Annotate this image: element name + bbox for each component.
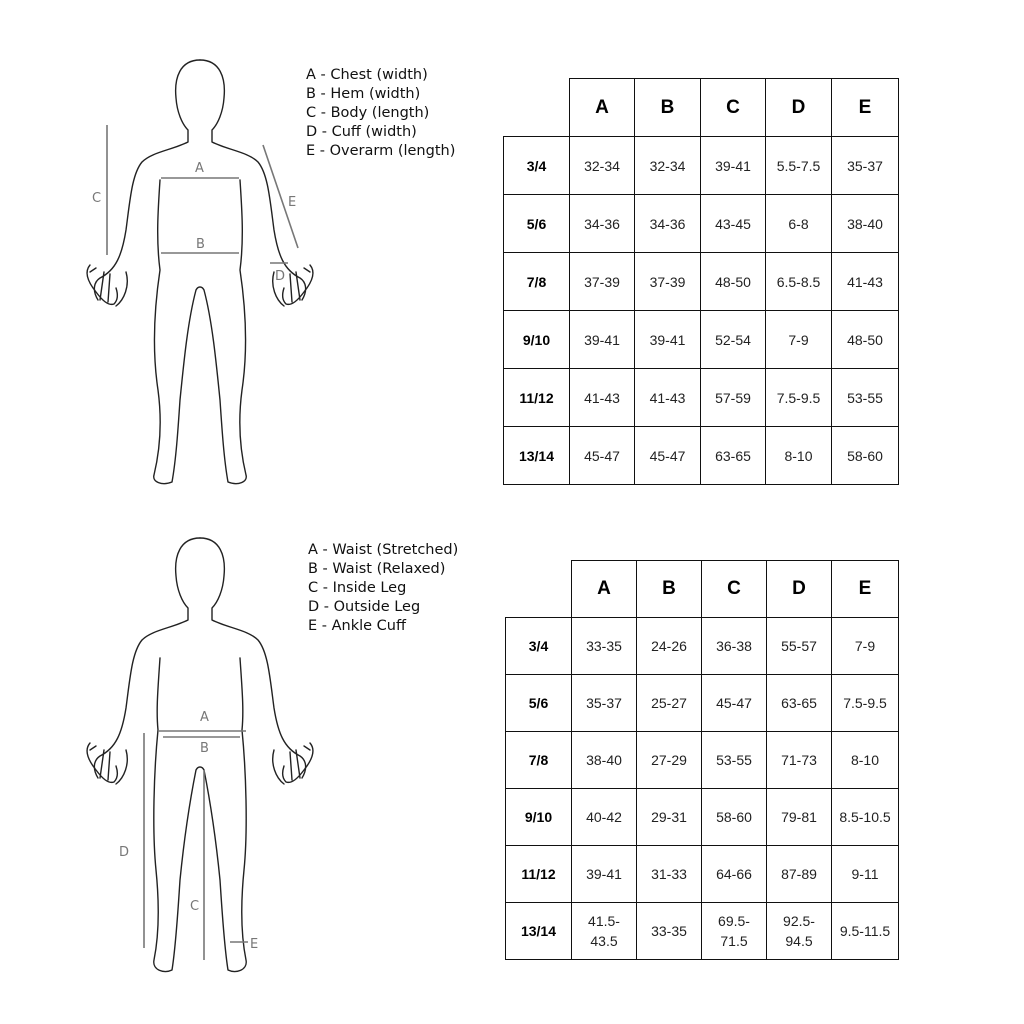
cell-c: 64-66 <box>702 846 767 903</box>
cell-a: 41.5-43.5 <box>572 903 637 960</box>
table-row <box>504 253 899 311</box>
cell-d: 6-8 <box>766 195 832 253</box>
pants-legend-c: C - Inside Leg <box>308 580 407 596</box>
col-header-b: B <box>635 79 701 137</box>
cell-d: 8-10 <box>766 427 832 485</box>
cell-b: 29-31 <box>637 789 702 846</box>
cell-e: 48-50 <box>832 311 899 369</box>
cell-d: 7.5-9.5 <box>766 369 832 427</box>
row-size-label: 7/8 <box>504 253 570 311</box>
cell-d: 79-81 <box>767 789 832 846</box>
cell-e: 7-9 <box>832 618 899 675</box>
cell-b: 32-34 <box>635 137 701 195</box>
table-row <box>504 311 899 369</box>
cell-a: 40-42 <box>572 789 637 846</box>
col-header-d: D <box>766 79 832 137</box>
cell-e: 8.5-10.5 <box>832 789 899 846</box>
cell-b: 39-41 <box>635 311 701 369</box>
pants-legend-b: B - Waist (Relaxed) <box>308 561 446 577</box>
cell-b: 41-43 <box>635 369 701 427</box>
shirt-marker-e: E <box>288 195 297 210</box>
col-header-a: A <box>572 561 637 618</box>
pants-marker-a: A <box>200 710 209 725</box>
table-row <box>504 369 899 427</box>
cell-c: 36-38 <box>702 618 767 675</box>
row-size-label: 3/4 <box>504 137 570 195</box>
cell-c: 52-54 <box>701 311 766 369</box>
cell-a: 34-36 <box>570 195 635 253</box>
row-size-label: 13/14 <box>506 903 572 960</box>
col-header-d: D <box>767 561 832 618</box>
cell-e: 53-55 <box>832 369 899 427</box>
table-corner <box>504 79 570 137</box>
cell-d: 63-65 <box>767 675 832 732</box>
table-row <box>504 195 899 253</box>
row-size-label: 5/6 <box>504 195 570 253</box>
pants-marker-b: B <box>200 741 209 756</box>
pants-body-diagram <box>60 530 350 980</box>
shirt-marker-c: C <box>92 191 102 206</box>
cell-c: 39-41 <box>701 137 766 195</box>
cell-e: 9-11 <box>832 846 899 903</box>
cell-e: 8-10 <box>832 732 899 789</box>
row-size-label: 9/10 <box>506 789 572 846</box>
col-header-a: A <box>570 79 635 137</box>
cell-c: 43-45 <box>701 195 766 253</box>
table-corner <box>506 561 572 618</box>
col-header-e: E <box>832 561 899 618</box>
cell-c: 45-47 <box>702 675 767 732</box>
cell-c: 48-50 <box>701 253 766 311</box>
shirt-size-table <box>503 78 899 485</box>
row-size-label: 11/12 <box>506 846 572 903</box>
cell-b: 34-36 <box>635 195 701 253</box>
cell-d: 92.5-94.5 <box>767 903 832 960</box>
shirt-marker-b: B <box>196 237 205 252</box>
pants-marker-d: D <box>119 845 130 860</box>
pants-marker-e: E <box>250 937 259 952</box>
shirt-marker-d: D <box>275 269 286 284</box>
row-size-label: 11/12 <box>504 369 570 427</box>
shirt-legend-e: E - Overarm (length) <box>306 143 456 159</box>
table-row <box>506 732 899 789</box>
pants-size-table <box>505 560 899 960</box>
col-header-b: B <box>637 561 702 618</box>
cell-d: 55-57 <box>767 618 832 675</box>
cell-e: 38-40 <box>832 195 899 253</box>
cell-b: 25-27 <box>637 675 702 732</box>
cell-a: 39-41 <box>570 311 635 369</box>
cell-e: 35-37 <box>832 137 899 195</box>
cell-d: 6.5-8.5 <box>766 253 832 311</box>
cell-a: 45-47 <box>570 427 635 485</box>
shirt-legend-c: C - Body (length) <box>306 105 430 121</box>
pants-legend-d: D - Outside Leg <box>308 599 421 615</box>
shirt-legend-d: D - Cuff (width) <box>306 124 417 140</box>
cell-d: 5.5-7.5 <box>766 137 832 195</box>
cell-a: 37-39 <box>570 253 635 311</box>
cell-c: 69.5-71.5 <box>702 903 767 960</box>
row-size-label: 3/4 <box>506 618 572 675</box>
cell-c: 53-55 <box>702 732 767 789</box>
table-row <box>506 618 899 675</box>
col-header-e: E <box>832 79 899 137</box>
shirt-legend-a: A - Chest (width) <box>306 67 428 83</box>
table-row <box>504 137 899 195</box>
cell-a: 38-40 <box>572 732 637 789</box>
pants-legend-a: A - Waist (Stretched) <box>308 542 459 558</box>
table-row <box>506 789 899 846</box>
cell-a: 33-35 <box>572 618 637 675</box>
cell-e: 58-60 <box>832 427 899 485</box>
table-row <box>506 846 899 903</box>
cell-b: 24-26 <box>637 618 702 675</box>
pants-legend-e: E - Ankle Cuff <box>308 618 406 634</box>
cell-b: 27-29 <box>637 732 702 789</box>
shirt-marker-a: A <box>195 161 204 176</box>
shirt-legend <box>306 66 455 161</box>
table-row <box>504 427 899 485</box>
col-header-c: C <box>701 79 766 137</box>
cell-e: 9.5-11.5 <box>832 903 899 960</box>
cell-d: 7-9 <box>766 311 832 369</box>
cell-e: 41-43 <box>832 253 899 311</box>
row-size-label: 13/14 <box>504 427 570 485</box>
table-row <box>506 903 899 960</box>
cell-c: 57-59 <box>701 369 766 427</box>
cell-d: 71-73 <box>767 732 832 789</box>
cell-b: 31-33 <box>637 846 702 903</box>
cell-a: 35-37 <box>572 675 637 732</box>
pants-marker-c: C <box>190 899 200 914</box>
cell-b: 33-35 <box>637 903 702 960</box>
cell-c: 58-60 <box>702 789 767 846</box>
cell-c: 63-65 <box>701 427 766 485</box>
cell-b: 37-39 <box>635 253 701 311</box>
cell-b: 45-47 <box>635 427 701 485</box>
cell-d: 87-89 <box>767 846 832 903</box>
row-size-label: 7/8 <box>506 732 572 789</box>
cell-e: 7.5-9.5 <box>832 675 899 732</box>
cell-a: 32-34 <box>570 137 635 195</box>
row-size-label: 5/6 <box>506 675 572 732</box>
cell-a: 41-43 <box>570 369 635 427</box>
cell-a: 39-41 <box>572 846 637 903</box>
col-header-c: C <box>702 561 767 618</box>
row-size-label: 9/10 <box>504 311 570 369</box>
pants-legend <box>308 541 458 636</box>
shirt-legend-b: B - Hem (width) <box>306 86 421 102</box>
table-row <box>506 675 899 732</box>
